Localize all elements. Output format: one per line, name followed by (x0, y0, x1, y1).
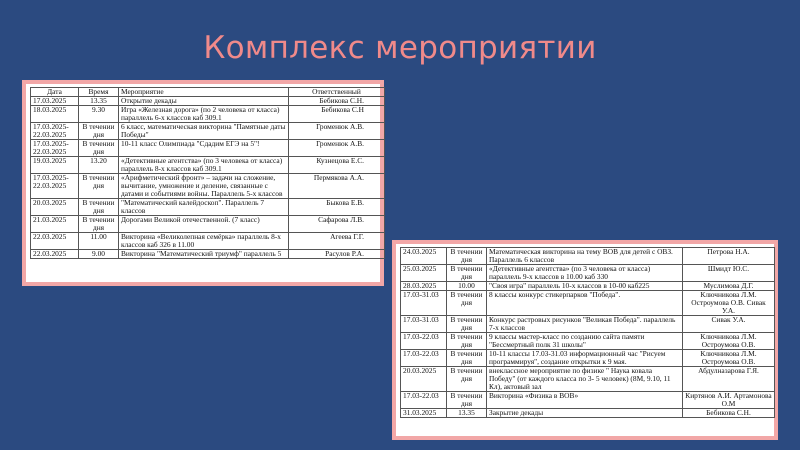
responsible-cell: Ключникова Л.М. Остроумова О.В. (683, 332, 775, 349)
date-cell: 24.03.2025 (401, 248, 447, 265)
table-row (401, 332, 775, 349)
events-table-card-2 (392, 240, 778, 440)
event-cell: 6 класс, математическая викторина "Памятные даты Победы" (119, 122, 289, 139)
events-table-card-1 (22, 80, 384, 286)
table-row (401, 349, 775, 366)
event-cell: «Арифметический фронт» – задачи на сложение, вычитание, умножение и деление, связанные с датами и событиями войны. Параллель 5-х классов (119, 173, 289, 198)
responsible-cell: Абдулназарова Г.Я. (683, 366, 775, 391)
date-cell: 20.03.2025 (401, 366, 447, 391)
event-cell: Викторина "Математический триумф" параллель 5 (119, 249, 289, 258)
table-row (401, 290, 775, 315)
date-cell: 17.03-22.03 (401, 349, 447, 366)
table-row (401, 281, 775, 290)
time-cell: 9.30 (79, 105, 119, 122)
header-time: Время (79, 88, 119, 97)
date-cell: 22.03.2025 (31, 232, 79, 249)
table-row (31, 156, 385, 173)
date-cell: 21.03.2025 (31, 215, 79, 232)
table-row (401, 391, 775, 408)
date-cell: 17.03.2025-22.03.2025 (31, 122, 79, 139)
time-cell: В течении дня (447, 248, 487, 265)
time-cell: В течении дня (447, 366, 487, 391)
date-cell: 20.03.2025 (31, 198, 79, 215)
time-cell: 13.35 (79, 96, 119, 105)
date-cell: 17.03.2025-22.03.2025 (31, 139, 79, 156)
responsible-cell: Бебикова С.Н. (289, 96, 385, 105)
table-row (31, 198, 385, 215)
responsible-cell: Бебикова С.Н. (683, 408, 775, 417)
event-cell: "Своя игра" параллель 10-х классов в 10-00 каб225 (487, 281, 683, 290)
table-row (31, 122, 385, 139)
table-row (401, 264, 775, 281)
event-cell: Конкурс растровых рисунков "Великая Победа". параллель 7-х классов (487, 315, 683, 332)
time-cell: В течении дня (447, 290, 487, 315)
date-cell: 17.03-22.03 (401, 332, 447, 349)
responsible-cell: Быкова Е.В. (289, 198, 385, 215)
date-cell: 28.03.2025 (401, 281, 447, 290)
time-cell: 9.00 (79, 249, 119, 258)
table-row (401, 248, 775, 265)
responsible-cell: Бебикова С.Н (289, 105, 385, 122)
table-row (31, 105, 385, 122)
time-cell: В течении дня (79, 173, 119, 198)
date-cell: 31.03.2025 (401, 408, 447, 417)
event-cell: 10-11 классы 17.03-31.03 информационный час "Рисуем программируя", создание открытки к 9 мая. (487, 349, 683, 366)
table-row (31, 232, 385, 249)
responsible-cell: Громенюк А.В. (289, 139, 385, 156)
event-cell: «Детективные агентства» (по 3 человека от класса) параллель 8-х классов каб 309.1 (119, 156, 289, 173)
responsible-cell: Ключникова Л.М. Остроумова О.В. (683, 349, 775, 366)
date-cell: 18.03.2025 (31, 105, 79, 122)
responsible-cell: Шмидт Ю.С. (683, 264, 775, 281)
time-cell: В течении дня (79, 198, 119, 215)
events-table-2 (400, 247, 775, 418)
responsible-cell: Сафарова Л.В. (289, 215, 385, 232)
date-cell: 17.03-22.03 (401, 391, 447, 408)
table-row (401, 315, 775, 332)
date-cell: 17.03-31.03 (401, 290, 447, 315)
header-date: Дата (31, 88, 79, 97)
header-event: Мероприятие (119, 88, 289, 97)
time-cell: 13.20 (79, 156, 119, 173)
date-cell: 17.03-31.03 (401, 315, 447, 332)
responsible-cell: Пермякова А.А. (289, 173, 385, 198)
responsible-cell: Муслимова Д.Г. (683, 281, 775, 290)
event-cell: Открытие декады (119, 96, 289, 105)
table-row (31, 139, 385, 156)
time-cell: В течении дня (447, 391, 487, 408)
time-cell: В течении дня (447, 315, 487, 332)
responsible-cell: Ключникова Л.М. Остроумова О.В. Сивак У.А. (683, 290, 775, 315)
date-cell: 17.03.2025 (31, 96, 79, 105)
responsible-cell: Громенюк А.В. (289, 122, 385, 139)
responsible-cell: Киртянов А.И. Артамонова О.М (683, 391, 775, 408)
time-cell: 10.00 (447, 281, 487, 290)
table-row (31, 173, 385, 198)
time-cell: В течении дня (447, 349, 487, 366)
event-cell: Дорогами Великой отечественной. (7 класс) (119, 215, 289, 232)
event-cell: 8 классы конкурс стикерпарков "Победа". (487, 290, 683, 315)
event-cell: Викторина «Физика в ВОВ» (487, 391, 683, 408)
event-cell: Викторина «Великолепная семёрка» параллель 8-х классов каб 326 в 11.00 (119, 232, 289, 249)
header-responsible: Ответственный (289, 88, 385, 97)
responsible-cell: Агеева Г.Г. (289, 232, 385, 249)
date-cell: 17.03.2025-22.03.2025 (31, 173, 79, 198)
slide-title: Комплекс мероприятии (203, 30, 597, 66)
table-header-row (31, 88, 385, 97)
responsible-cell: Петрова Н.А. (683, 248, 775, 265)
event-cell: Математическая викторина на тему ВОВ для детей с ОВЗ. Параллель 6 классов (487, 248, 683, 265)
time-cell: В течении дня (79, 122, 119, 139)
time-cell: 13.35 (447, 408, 487, 417)
event-cell: 9 классы мастер-класс по созданию сайта памяти "Бессмертный полк 31 школы" (487, 332, 683, 349)
table-row (31, 96, 385, 105)
time-cell: В течении дня (447, 264, 487, 281)
event-cell: "Математический калейдоскоп". Параллель 7 классов (119, 198, 289, 215)
time-cell: В течении дня (79, 215, 119, 232)
event-cell: внеклассное мероприятие по физике " Наука ковала Победу" (от каждого класса по 3- 5 человек) (8М, 9.10, 11 Кл), актовый зал (487, 366, 683, 391)
time-cell: В течении дня (79, 139, 119, 156)
table-row (401, 408, 775, 417)
events-table-1 (30, 87, 385, 259)
table-row (31, 215, 385, 232)
date-cell: 25.03.2025 (401, 264, 447, 281)
event-cell: Закрытие декады (487, 408, 683, 417)
event-cell: «Детективные агентства» (по 3 человека от класса) параллель 9-х классов в 10.00 каб 330 (487, 264, 683, 281)
responsible-cell: Кузнецова Е.С. (289, 156, 385, 173)
table-row (31, 249, 385, 258)
responsible-cell: Расулов Р.А. (289, 249, 385, 258)
table-row (401, 366, 775, 391)
date-cell: 19.03.2025 (31, 156, 79, 173)
date-cell: 22.03.2025 (31, 249, 79, 258)
event-cell: Игра «Железная дорога» (по 2 человека от класса) параллель 6-х классов каб 309.1 (119, 105, 289, 122)
time-cell: В течении дня (447, 332, 487, 349)
time-cell: 11.00 (79, 232, 119, 249)
event-cell: 10-11 класс Олимпиада "Сдадим ЕГЭ на 5"! (119, 139, 289, 156)
responsible-cell: Сивак У.А. (683, 315, 775, 332)
